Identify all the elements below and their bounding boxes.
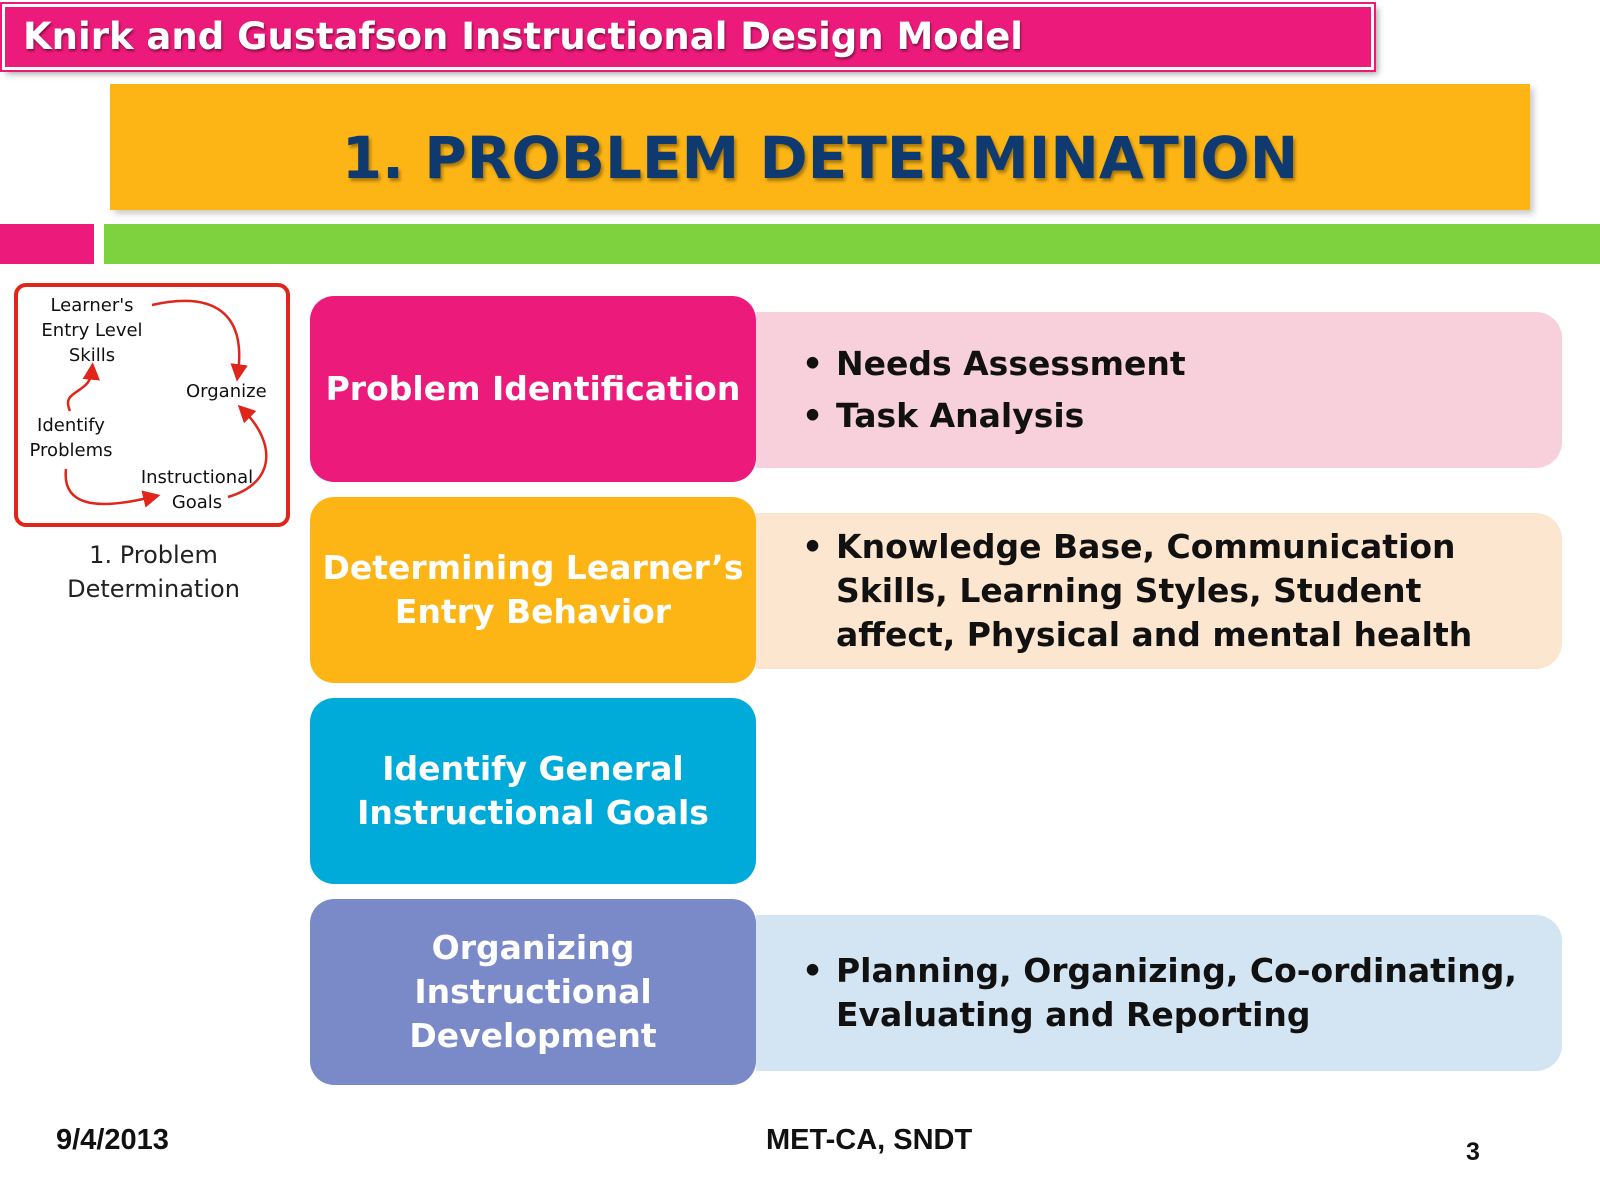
page-number: 3 [1466, 1138, 1480, 1166]
mini-node-organize: Organize [186, 381, 267, 402]
detail-entry-behavior [756, 513, 1562, 669]
step-label: Organizing Instructional Development [409, 928, 657, 1055]
title-bar [2, 4, 1374, 70]
detail-organizing-development [756, 915, 1562, 1071]
accent-stripe-pink [0, 224, 94, 264]
detail-item: • Needs Assessment [802, 342, 1542, 386]
detail-problem-identification [756, 312, 1562, 468]
mini-diagram-caption: 1. Problem Determination [67, 541, 240, 603]
heading-bar [110, 84, 1530, 210]
step-instructional-goals [310, 698, 756, 884]
detail-item: • Planning, Organizing, Co-ordinating, Evaluating and Reporting [802, 949, 1542, 1037]
footer-date: 9/4/2013 [56, 1124, 169, 1156]
step-label: Problem Identification [325, 369, 741, 408]
detail-item: • Knowledge Base, Communication Skills, Learning Styles, Student affect, Physical and mental health [802, 525, 1542, 657]
detail-item: • Task Analysis [802, 394, 1542, 438]
mini-cycle-diagram [14, 283, 293, 533]
footer-center-text: MET-CA, SNDT [766, 1124, 973, 1156]
accent-stripe-green [104, 224, 1600, 264]
step-label: Identify General Instructional Goals [357, 749, 709, 832]
step-label: Determining Learner’s Entry Behavior [322, 548, 744, 631]
mini-node-identify-problems: Identify Problems [29, 415, 113, 461]
step-entry-behavior [310, 497, 756, 683]
step-organizing-development [310, 899, 756, 1085]
slide-title: Knirk and Gustafson Instructional Design Model [23, 15, 1023, 58]
section-heading: 1. PROBLEM DETERMINATION [341, 124, 1299, 192]
step-problem-identification [310, 296, 756, 482]
mini-node-entry-skills: Learner's Entry Level Skills [41, 295, 143, 366]
mini-node-instructional-goals: Instructional Goals [140, 467, 254, 513]
